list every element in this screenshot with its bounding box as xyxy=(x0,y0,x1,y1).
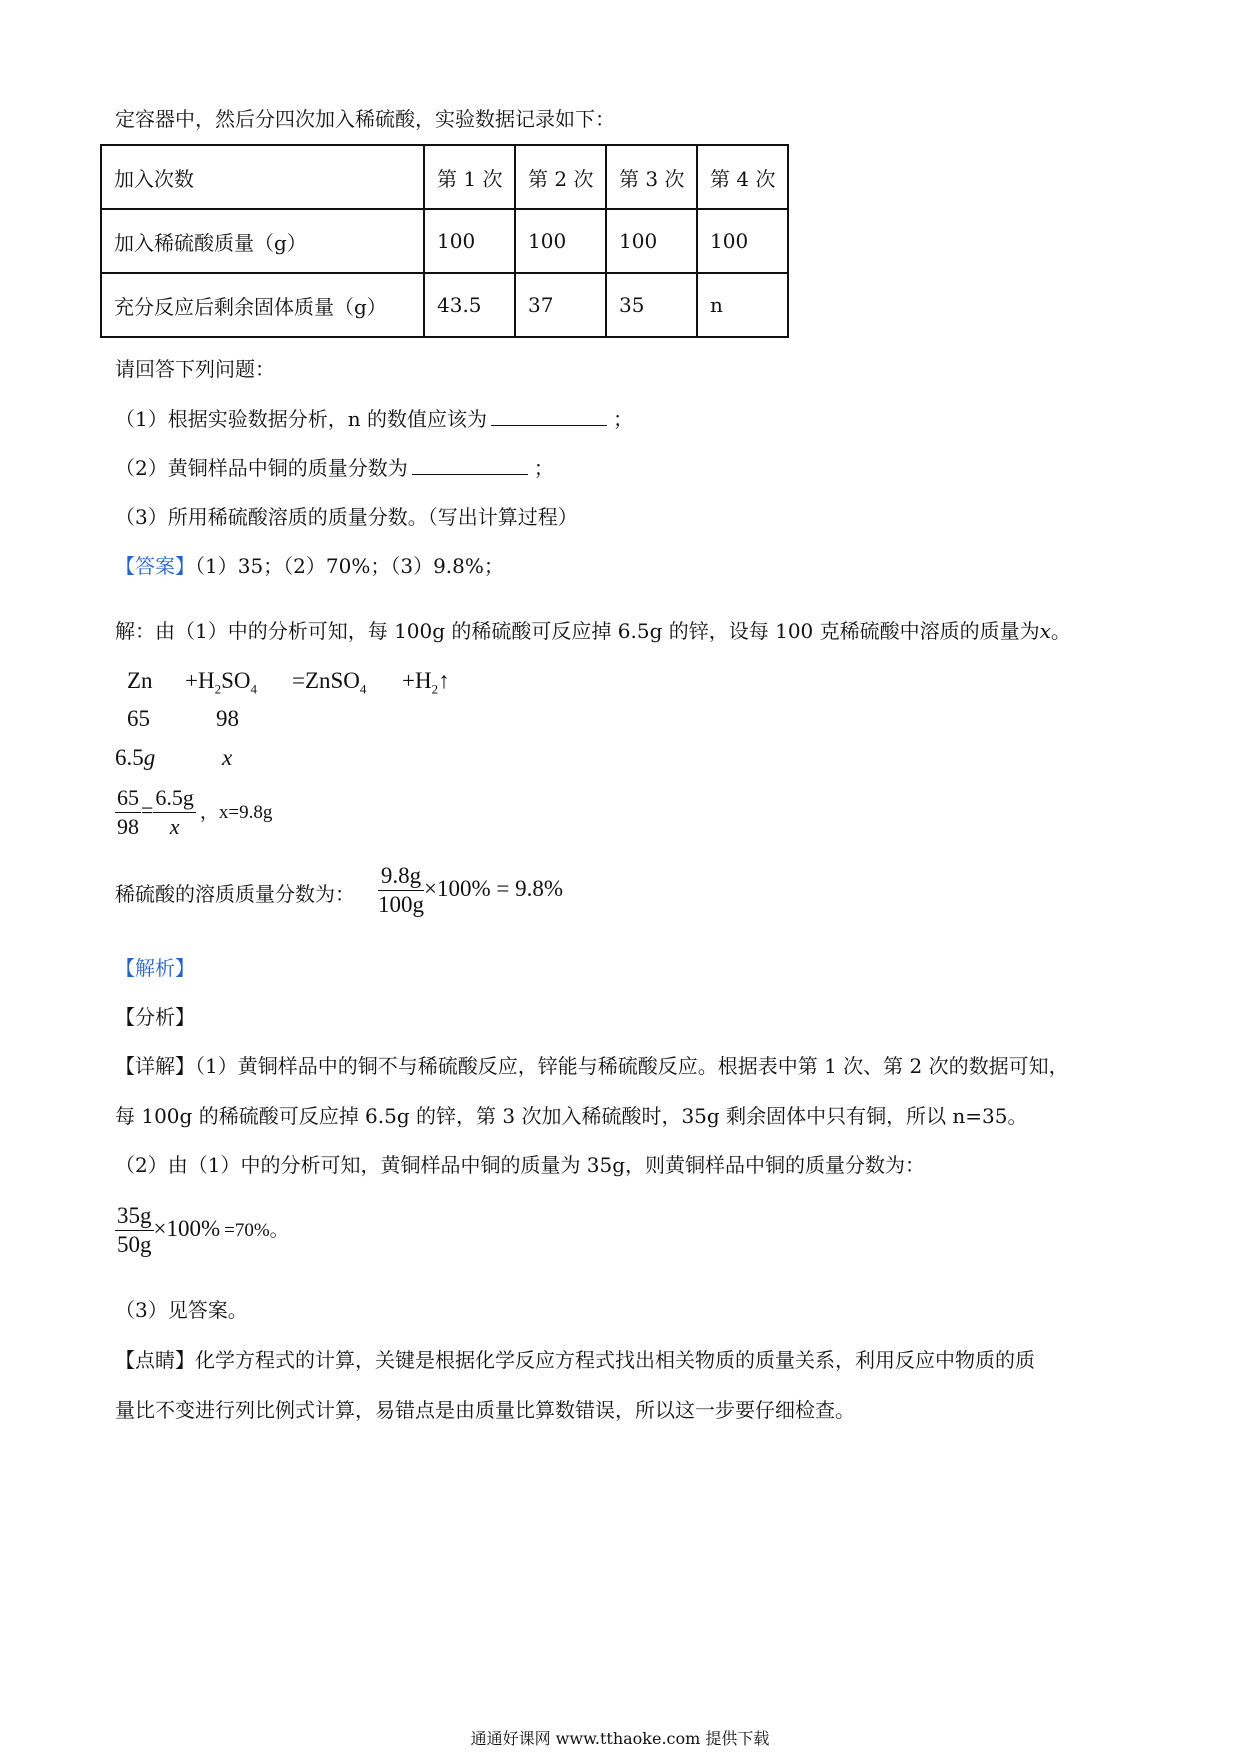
eq-h2so4-so: SO xyxy=(221,668,251,693)
question-2-text: （2）黄铜样品中铜的质量分数为 xyxy=(115,456,408,480)
mass-fraction-tail: ×100% = 9.8% xyxy=(424,875,564,901)
table-row xyxy=(101,273,788,337)
ratio-fraction-right xyxy=(153,785,196,840)
question-1-end: ； xyxy=(612,407,633,431)
question-1 xyxy=(115,407,633,431)
table-row xyxy=(101,209,788,273)
given-zn xyxy=(115,745,155,771)
dianjing-line-2: 量比不变进行列比例式计算，易错点是由质量比算数错误，所以这一步要仔细检查。 xyxy=(115,1398,855,1422)
ratio-den-right: x xyxy=(169,814,180,839)
ratio-den-left: 98 xyxy=(117,814,139,839)
copper-fraction-num: 35g xyxy=(115,1203,154,1231)
molar-mass-zn: 65 xyxy=(127,706,150,731)
dianjing-label: 【点睛】 xyxy=(115,1348,195,1372)
question-3: （3）所用稀硫酸溶质的质量分数。（写出计算过程） xyxy=(115,505,578,529)
detail-line-2: 每 100g 的稀硫酸可反应掉 6.5g 的锌，第 3 次加入稀硫酸时，35g 剩余固体中只有铜，所以 n=35。 xyxy=(115,1104,1028,1128)
answer-blank xyxy=(491,407,607,426)
copper-fraction-result: =70%。 xyxy=(224,1219,289,1241)
fraction-expression xyxy=(378,863,563,918)
eq-h2-sub: 2 xyxy=(431,681,439,697)
answer-text: （1）35；（2）70%；（3）9.8%； xyxy=(195,554,504,578)
page-footer: 通通好课网 www.tthaoke.com 提供下载 xyxy=(470,1729,770,1748)
table-header-cell: 第 3 次 xyxy=(606,145,697,209)
table-cell: 37 xyxy=(515,273,606,337)
eq-znso4-sub: 4 xyxy=(359,681,367,697)
intro-line: 定容器中，然后分四次加入稀硫酸，实验数据记录如下： xyxy=(115,107,615,131)
copper-fraction-tail: ×100% xyxy=(153,1215,221,1241)
table-header-cell: 第 2 次 xyxy=(515,145,606,209)
ratio-equals: = xyxy=(141,797,154,823)
fenxi-label: 【分析】 xyxy=(115,1005,195,1029)
mass-fraction xyxy=(378,863,424,918)
gas-arrow-icon: ↑ xyxy=(438,668,450,693)
table-cell: 100 xyxy=(424,209,515,273)
eq-h2-text: +H xyxy=(402,668,432,693)
solution-intro-end: 。 xyxy=(1050,619,1071,643)
eq-h2so4-sub: 2 xyxy=(214,681,222,697)
answer-line xyxy=(115,554,504,578)
answer-label: 【答案】 xyxy=(115,554,195,578)
given-zn-value: 6.5 xyxy=(115,745,144,770)
table-cell: 100 xyxy=(606,209,697,273)
copper-fraction xyxy=(115,1203,289,1258)
ratio-num-right: 6.5g xyxy=(153,785,196,813)
question-2 xyxy=(115,456,554,480)
table-cell: 充分反应后剩余固体质量（g） xyxy=(101,273,424,337)
table-cell: 100 xyxy=(697,209,788,273)
eq-znso4 xyxy=(292,668,366,698)
table-cell: 35 xyxy=(606,273,697,337)
fraction-label: 稀硫酸的溶质质量分数为： xyxy=(115,882,355,906)
table-cell: 43.5 xyxy=(424,273,515,337)
mass-fraction-num: 9.8g xyxy=(378,863,424,891)
variable-x: x xyxy=(1039,619,1051,643)
data-table xyxy=(100,144,789,338)
dianjing-text-1: 化学方程式的计算，关键是根据化学反应方程式找出相关物质的质量关系，利用反应中物质的质 xyxy=(195,1348,1035,1372)
detail-line-3: （2）由（1）中的分析可知，黄铜样品中铜的质量为 35g，则黄铜样品中铜的质量分数为： xyxy=(115,1153,926,1177)
copper-fraction-frac xyxy=(115,1203,154,1258)
detail-text-1: （1）黄铜样品中的铜不与稀硫酸反应，锌能与稀硫酸反应。根据表中第 1 次、第 2 次的数据可知， xyxy=(195,1054,1069,1078)
molar-mass-h2so4: 98 xyxy=(216,706,239,731)
table-header-cell: 第 1 次 xyxy=(424,145,515,209)
table-cell: 加入稀硫酸质量（g） xyxy=(101,209,424,273)
mass-fraction-den: 100g xyxy=(378,892,424,917)
table-header-row xyxy=(101,145,788,209)
ratio-fraction-left xyxy=(115,785,141,840)
table-header-cell: 加入次数 xyxy=(101,145,424,209)
detail-label: 【详解】 xyxy=(115,1054,195,1078)
detail-line-1 xyxy=(115,1054,1069,1078)
table-cell: 100 xyxy=(515,209,606,273)
eq-zn: Zn xyxy=(127,668,153,693)
eq-h2so4 xyxy=(185,668,257,698)
eq-znso4-text: =ZnSO xyxy=(292,668,360,693)
table-cell: n xyxy=(697,273,788,337)
table-header-cell: 第 4 次 xyxy=(697,145,788,209)
prompt: 请回答下列问题： xyxy=(115,357,275,381)
ratio-result: ，x=9.8g xyxy=(199,801,273,823)
ratio-num-left: 65 xyxy=(115,785,141,813)
question-2-end: ； xyxy=(533,456,554,480)
detail-line-4: （3）见答案。 xyxy=(115,1298,248,1322)
answer-blank xyxy=(412,456,528,475)
given-x: x xyxy=(222,745,233,770)
copper-fraction-den: 50g xyxy=(117,1232,152,1257)
solution-intro-text: 解：由（1）中的分析可知，每 100g 的稀硫酸可反应掉 6.5g 的锌，设每 100 克稀硫酸中溶质的质量为 xyxy=(115,619,1040,643)
analysis-label: 【解析】 xyxy=(115,956,195,980)
eq-h2 xyxy=(402,668,450,698)
given-zn-unit: g xyxy=(143,745,156,770)
question-1-text: （1）根据实验数据分析，n 的数值应该为 xyxy=(115,407,487,431)
eq-h2so4-h: +H xyxy=(185,668,215,693)
ratio-equation xyxy=(115,785,272,840)
solution-intro xyxy=(115,619,1071,643)
eq-h2so4-sub4: 4 xyxy=(250,681,257,697)
dianjing-line-1 xyxy=(115,1348,1035,1372)
